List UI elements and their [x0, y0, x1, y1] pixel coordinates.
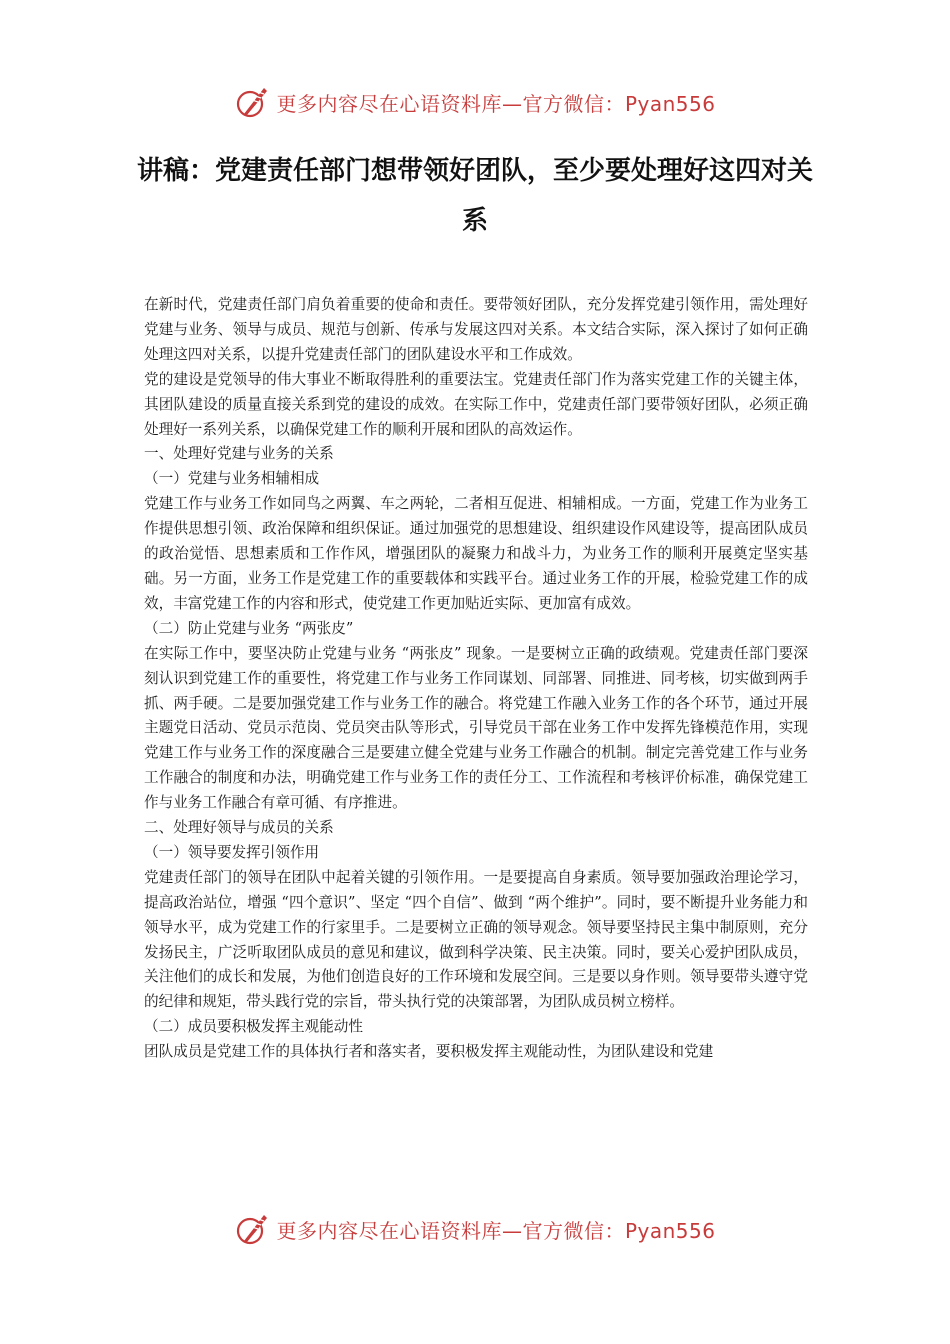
document-body — [144, 293, 808, 1065]
document-title: 讲稿：党建责任部门想带领好团队，至少要处理好这四对关系 — [136, 156, 813, 236]
section-heading: 二、处理好领导与成员的关系 — [144, 819, 334, 837]
paragraph: 党的建设是党领导的伟大事业不断取得胜利的重要法宝。党建责任部门作为落实党建工作的关键主体，其团队建设的质量直接关系到党的建设的成效。在实际工作中，党建责任部门要带领好团队，必须正确处理好一系列关系，以确保党建工作的顺利开展和团队的高效运作。 — [144, 370, 808, 438]
quill-logo-icon — [234, 1211, 270, 1247]
subsection-heading: （一）领导要发挥引领作用 — [144, 843, 320, 861]
header-watermark-banner — [0, 80, 950, 124]
footer-watermark-banner — [0, 1207, 950, 1251]
paragraph-intro: 在新时代，党建责任部门肩负着重要的使命和责任。要带领好团队，充分发挥党建引领作用，需处理好党建与业务、领导与成员、规范与创新、传承与发展这四对关系。本文结合实际，深入探讨了如何正确处理这四对关系，以提升党建责任部门的团队建设水平和工作成效。 — [144, 296, 808, 363]
banner-text: 更多内容尽在心语资料库—官方微信：Pyan556 — [276, 91, 716, 116]
subsection-heading: （一）党建与业务相辅相成 — [144, 470, 320, 488]
banner-text: 更多内容尽在心语资料库—官方微信：Pyan556 — [276, 1218, 716, 1243]
paragraph: 团队成员是党建工作的具体执行者和落实者，要积极发挥主观能动性，为团队建设和党建 — [144, 1043, 714, 1061]
section-heading: 一、处理好党建与业务的关系 — [144, 445, 334, 463]
subsection-heading: （二）成员要积极发挥主观能动性 — [144, 1018, 363, 1036]
paragraph: 党建责任部门的领导在团队中起着关键的引领作用。一是要提高自身素质。领导要加强政治理论学习，提高政治站位，增强 “四个意识”、坚定 “四个自信”、做到 “两个维护”。同时，要不断提升业务能力和领导水平，成为党建工作的行家里手。二是要树立正确的领导观念。领导要坚持民主集中制原则，充分发扬民主，广泛听取团队成员的意见和建议，做到科学决策、民主决策。同时，要关心爱护团队成员，关注他们的成长和发展，为他们创造良好的工作环境和发展空间。三是要以身作则。领导要带头遵守党的纪律和规矩，带头践行党的宗旨，带头执行党的决策部署，为团队成员树立榜样。 — [144, 868, 808, 1011]
paragraph: 在实际工作中，要坚决防止党建与业务 “两张皮” 现象。一是要树立正确的政绩观。党建责任部门要深刻认识到党建工作的重要性，将党建工作与业务工作同谋划、同部署、同推进、同考核，切实做到两手抓、两手硬。二是要加强党建工作与业务工作的融合。将党建工作融入业务工作的各个环节，通过开展主题党日活动、党员示范岗、党员突击队等形式，引导党员干部在业务工作中发挥先锋模范作用，实现党建工作与业务工作的深度融合三是要建立健全党建与业务工作融合的机制。制定完善党建工作与业务工作融合的制度和办法，明确党建工作与业务工作的责任分工、工作流程和考核评价标准，确保党建工作与业务工作融合有章可循、有序推进。 — [144, 644, 808, 812]
quill-logo-icon — [234, 84, 270, 120]
subsection-heading: （二）防止党建与业务 “两张皮” — [144, 619, 354, 637]
paragraph: 党建工作与业务工作如同鸟之两翼、车之两轮，二者相互促进、相辅相成。一方面，党建工作为业务工作提供思想引领、政治保障和组织保证。通过加强党的思想建设、组织建设作风建设等，提高团队成员的政治觉悟、思想素质和工作作风，增强团队的凝聚力和战斗力，为业务工作的顺利开展奠定坚实基础。另一方面，业务工作是党建工作的重要载体和实践平台。通过业务工作的开展，检验党建工作的成效，丰富党建工作的内容和形式，使党建工作更加贴近实际、更加富有成效。 — [144, 495, 808, 612]
